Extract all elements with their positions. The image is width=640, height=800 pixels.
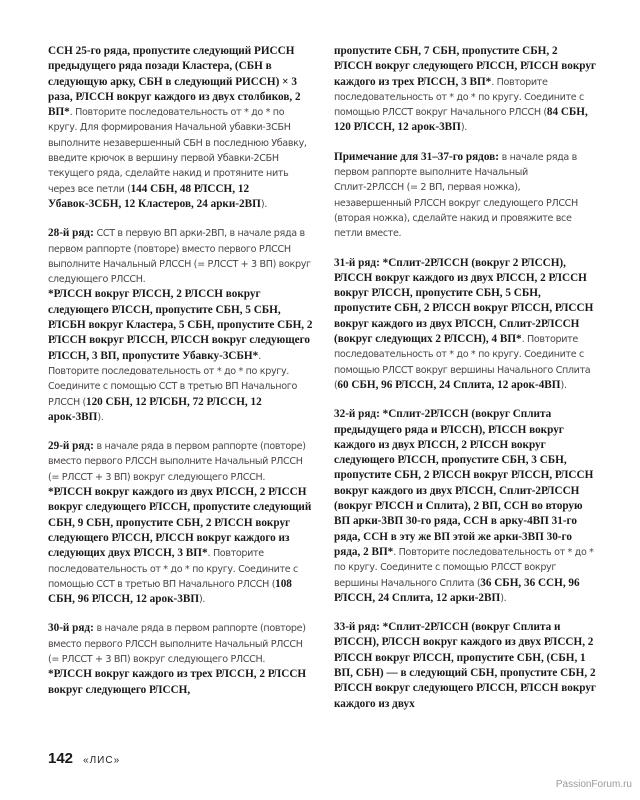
page-footer [48, 750, 120, 768]
row-33-start: 33-й ряд: *Сплит-2РЛССН (вокруг Сплита и РЛССН), РЛССН вокруг каждого из двух РЛССН, 2 РЛССН вокруг РЛССН, пропустите СБН, (СБН, 1 ВП, СБН) — в следующий СБН, пропустите СБН, 2 РЛССН вокруг следующего РЛССН, РЛССН вокруг каждого из двух [334, 621, 597, 710]
row-32: 32-й ряд: *Сплит-2РЛССН (вокруг Сплита предыдущего ряда и РЛССН), РЛССН вокруг каждого из двух РЛССН, 2 РЛССН вокруг следующего РЛССН, пропустите СБН, 3 СБН, пропустите СБН, 2 РЛССН вокруг РЛССН, РЛССН вокруг каждого из двух РЛССН, Сплит-2РЛССН (вокруг РЛССН и Сплита), 2 ВП, ССН во вторую ВП арки-3ВП 30-го ряда, ССН в арку-4ВП 31-го ряда, ССН в эту же ВП этой же арки-3ВП 30-го ряда, 2 ВП*. Повторите последовательность от * до * по кругу. Соедините с помощью РЛССТ вокруг вершины Начального Сплита (36 СБН, 36 ССН, 96 РЛССН, 24 Сплита, 12 арки-2ВП). [334, 408, 594, 604]
row-30-start: 30-й ряд: в начале ряда в первом раппорте (повторе) вместо первого РЛССН выполните Начальный РЛССН (= РЛССТ + 3 ВП) вокруг следующего РЛССН. *РЛССН вокруг каждого из трех РЛССН, 2 РЛССН вокруг следующего РЛССН, [48, 622, 307, 696]
note-rows-31-37: Примечание для 31–37-го рядов: в начале ряда в первом раппорте выполните Начальный Сплит-2РЛССН (= 2 ВП, первая ножка), незавершенный РЛССН вокруг следующего РЛССН (вторая ножка), сделайте накид и провяжите все петли вместе. [334, 150, 578, 240]
row-28: 28-й ряд: ССТ в первую ВП арки-2ВП, в начале ряда в первом раппорте (повторе) вместо первого РЛССН выполните Начальный РЛССН (= РЛССТ + 3 ВП) вокруг следующего РЛССН. *РЛССН вокруг РЛССН, 2 РЛССН вокруг следующего РЛССН, пропустите СБН, 5 СБН, РЛСБН вокруг Кластера, 5 СБН, пропустите СБН, 2 РЛССН вокруг РЛССН, РЛССН вокруг следующего РЛССН, 3 ВП, пропустите Убавку-3СБН*. Повторите последовательность от * до * по кругу. Соедините с помощью ССТ в третью ВП Начального РЛССН (120 СБН, 12 РЛСБН, 72 РЛССН, 12 арок-3ВП). [48, 227, 313, 423]
row-31: 31-й ряд: *Сплит-2РЛССН (вокруг 2 РЛССН), РЛССН вокруг каждого из двух РЛССН, 2 РЛССН вокруг РЛССН, пропустите СБН, 5 СБН, пропустите СБН, 2 РЛССН вокруг РЛССН, РЛССН вокруг каждого из двух РЛССН, Сплит-2РЛССН (вокруг следующих 2 РЛССН), 4 ВП*. Повторите последовательность от * до * по кругу. Соедините с помощью РЛССТ вокруг вершины Начального Сплита (60 СБН, 96 РЛССН, 24 Сплита, 12 арок-4ВП). [334, 256, 594, 391]
left-column [48, 44, 314, 698]
right-column [334, 44, 596, 712]
magazine-name: «ЛИС» [83, 755, 121, 766]
row-29: 29-й ряд: в начале ряда в первом раппорте (повторе) вместо первого РЛССН выполните Начальный РЛССН (= РЛССТ + 3 ВП) вокруг следующего РЛССН. *РЛССН вокруг каждого из двух РЛССН, 2 РЛССН вокруг следующего РЛССН, пропустите следующий СБН, 9 СБН, пропустите СБН, 2 РЛССН вокруг следующего РЛССН, РЛССН вокруг каждого из следующих двух РЛССН, 3 ВП*. Повторите последовательность от * до * по кругу. Соедините с помощью ССТ в третью ВП Начального РЛССН (108 СБН, 96 РЛССН, 12 арок-3ВП). [48, 440, 312, 606]
watermark: PassionForum.ru [555, 779, 632, 790]
row-30-end: пропустите СБН, 7 СБН, пропустите СБН, 2 РЛССН вокруг следующего РЛССН, РЛССН вокруг каждого из трех РЛССН, 3 ВП*. Повторите последовательность от * до * по кругу. Соедините с помощью РЛССТ вокруг Начального РЛССН (84 СБН, 120 РЛССН, 12 арок-3ВП). [334, 45, 597, 134]
row-25-end: ССН 25-го ряда, пропустите следующий РИССН предыдущего ряда позади Кластера, (СБН в следующую арку, СБН в следующий РИССН) × 3 раза, РЛССН вокруг каждого из двух столбиков, 2 ВП*. Повторите последовательность от * до * по кругу. Для формирования Начальной убавки-3СБН выполните незавершенный СБН в последнюю Убавку, введите крючок в вершину первой Убавки-2СБН текущего ряда, сделайте накид и протяните нить через все петли (144 СБН, 48 РЛССН, 12 Убавок-3СБН, 12 Кластеров, 24 арки-2ВП). [48, 45, 307, 210]
page-number: 142 [48, 750, 74, 767]
